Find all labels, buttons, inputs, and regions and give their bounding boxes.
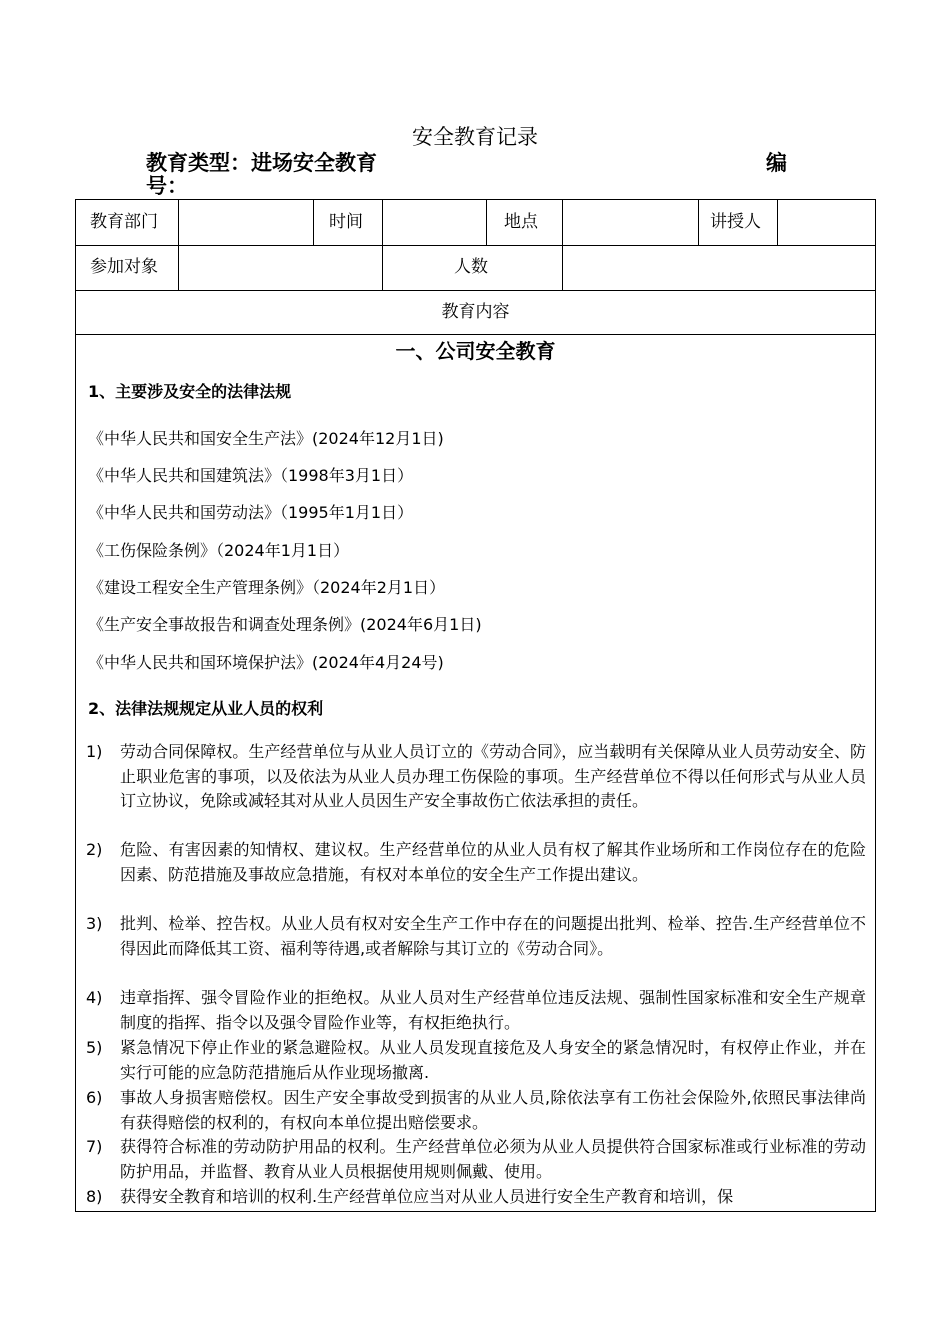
right-item xyxy=(86,1086,866,1135)
item-text: 紧急情况下停止作业的紧急避险权。从业人员发现直接危及人身安全的紧急情况时，有权停止作业，并在实行可能的应急防范措施后从作业现场撤离. xyxy=(120,1038,866,1082)
row-divider xyxy=(76,334,875,335)
right-item xyxy=(86,986,866,1035)
section-title: 一、公司安全教育 xyxy=(395,339,556,363)
lecturer-label: 讲授人 xyxy=(710,212,761,232)
item-number: 4) xyxy=(86,988,103,1007)
education-type: 教育类型：进场安全教育 xyxy=(146,151,377,175)
participants-label: 参加对象 xyxy=(90,257,158,277)
page-title: 安全教育记录 xyxy=(412,125,538,149)
item-number: 5) xyxy=(86,1038,103,1057)
number-label: 编 xyxy=(766,151,787,175)
right-item xyxy=(86,1135,866,1184)
laws-heading: 1、主要涉及安全的法律法规 xyxy=(88,382,292,401)
count-label: 人数 xyxy=(454,257,488,277)
row-divider xyxy=(76,245,875,246)
right-item xyxy=(86,838,866,887)
law-item: 《建设工程安全生产管理条例》（2024年2月1日） xyxy=(88,578,446,597)
item-number: 6) xyxy=(86,1088,103,1107)
item-number: 8) xyxy=(86,1187,103,1206)
right-item xyxy=(86,912,866,961)
dept-label: 教育部门 xyxy=(90,212,158,232)
item-number: 1) xyxy=(86,742,103,761)
col-divider xyxy=(313,200,314,245)
item-text: 危险、有害因素的知情权、建议权。生产经营单位的从业人员有权了解其作业场所和工作岗位存在的危险因素、防范措施及事故应急措施，有权对本单位的安全生产工作提出建议。 xyxy=(120,840,866,884)
col-divider xyxy=(178,200,179,290)
number-label-continued: 号： xyxy=(146,174,188,198)
rights-heading: 2、法律法规规定从业人员的权利 xyxy=(88,699,324,718)
item-number: 2) xyxy=(86,840,103,859)
item-number: 3) xyxy=(86,914,103,933)
item-text: 获得安全教育和培训的权利.生产经营单位应当对从业人员进行安全生产教育和培训，保 xyxy=(120,1187,734,1206)
col-divider xyxy=(382,200,383,290)
row-divider xyxy=(76,290,875,291)
col-divider xyxy=(777,200,778,245)
law-item: 《中华人民共和国建筑法》（1998年3月1日） xyxy=(88,466,414,485)
law-item: 《中华人民共和国安全生产法》(2024年12月1日) xyxy=(88,429,444,448)
content-label: 教育内容 xyxy=(441,302,510,322)
law-item: 《工伤保险条例》（2024年1月1日） xyxy=(88,541,350,560)
col-divider xyxy=(486,200,487,245)
col-divider xyxy=(698,200,699,245)
right-item xyxy=(86,1036,866,1085)
col-divider xyxy=(562,200,563,290)
right-item xyxy=(86,740,866,814)
right-item xyxy=(86,1185,866,1210)
law-item: 《生产安全事故报告和调查处理条例》(2024年6月1日) xyxy=(88,615,482,634)
item-number: 7) xyxy=(86,1137,103,1156)
place-label: 地点 xyxy=(504,212,538,232)
item-text: 违章指挥、强令冒险作业的拒绝权。从业人员对生产经营单位违反法规、强制性国家标准和安全生产规章制度的指挥、指令以及强令冒险作业等，有权拒绝执行。 xyxy=(120,988,866,1032)
item-text: 事故人身损害赔偿权。因生产安全事故受到损害的从业人员,除依法享有工伤社会保险外,依照民事法律尚有获得赔偿的权利的，有权向本单位提出赔偿要求。 xyxy=(120,1088,866,1132)
law-item: 《中华人民共和国劳动法》（1995年1月1日） xyxy=(88,503,414,522)
item-text: 批判、检举、控告权。从业人员有权对安全生产工作中存在的问题提出批判、检举、控告.生产经营单位不得因此而降低其工资、福利等待遇,或者解除与其订立的《劳动合同》。 xyxy=(120,914,866,958)
time-label: 时间 xyxy=(329,212,363,232)
record-table xyxy=(75,199,876,1212)
item-text: 劳动合同保障权。生产经营单位与从业人员订立的《劳动合同》，应当载明有关保障从业人员劳动安全、防止职业危害的事项，以及依法为从业人员办理工伤保险的事项。生产经营单位不得以任何形式与从业人员订立协议，免除或减轻其对从业人员因生产安全事故伤亡依法承担的责任。 xyxy=(120,742,866,810)
law-item: 《中华人民共和国环境保护法》(2024年4月24号) xyxy=(88,653,444,672)
item-text: 获得符合标准的劳动防护用品的权利。生产经营单位必须为从业人员提供符合国家标准或行业标准的劳动防护用品，并监督、教育从业人员根据使用规则佩戴、使用。 xyxy=(120,1137,866,1181)
